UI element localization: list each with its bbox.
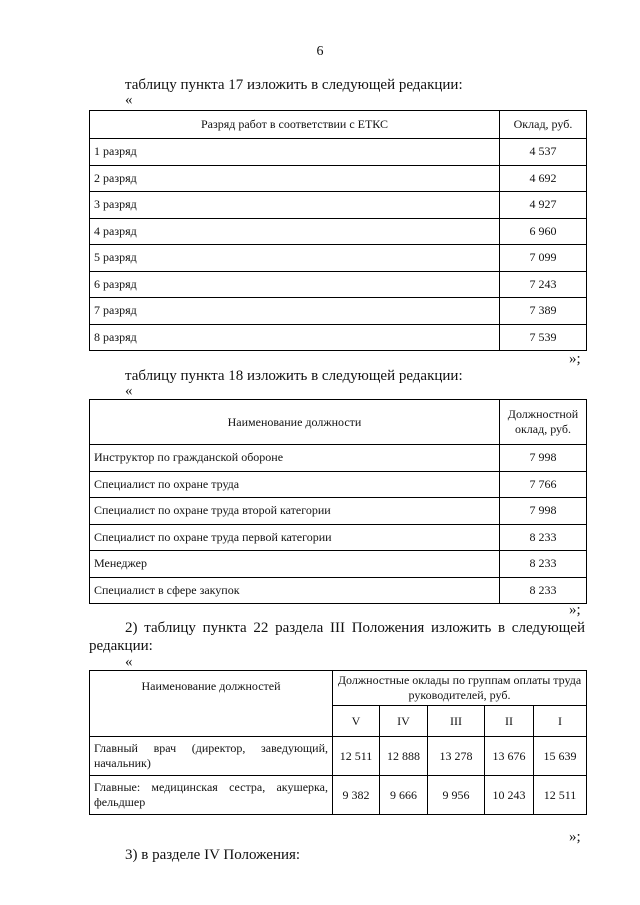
table-row (90, 524, 587, 551)
rank-cell: 5 разряд (90, 245, 500, 272)
paragraph-table22-intro-cont: редакции: (89, 638, 153, 654)
salary-cell: 7 766 (500, 471, 587, 498)
salary-cell: 4 927 (500, 192, 587, 219)
rank-cell: 4 разряд (90, 218, 500, 245)
table-row (90, 218, 587, 245)
table-row (90, 776, 587, 815)
rank-cell: 2 разряд (90, 165, 500, 192)
salary-cell: 12 511 (534, 776, 587, 815)
close-quote: »; (569, 351, 581, 367)
column-header: Оклад, руб. (500, 111, 587, 139)
position-cell: Специалист по охране труда первой категории (90, 524, 500, 551)
table-row (90, 139, 587, 166)
salary-cell: 7 243 (500, 271, 587, 298)
table-row (90, 324, 587, 351)
salary-cell: 4 692 (500, 165, 587, 192)
table-row (90, 165, 587, 192)
table-row (90, 471, 587, 498)
close-quote: »; (569, 829, 581, 845)
table-row (90, 551, 587, 578)
salary-cell: 15 639 (534, 737, 587, 776)
salary-cell: 7 998 (500, 498, 587, 525)
table-header-row (90, 400, 587, 445)
salary-cell: 7 099 (500, 245, 587, 272)
close-quote: »; (569, 602, 581, 618)
salary-cell: 13 278 (428, 737, 485, 776)
paragraph-table17-intro: таблицу пункта 17 изложить в следующей редакции: (125, 77, 463, 93)
position-cell: Инструктор по гражданской обороне (90, 445, 500, 472)
paragraph-table18-intro: таблицу пункта 18 изложить в следующей редакции: (125, 368, 463, 384)
position-cell: Главный врач (директор, заведующий, начальник) (90, 737, 333, 776)
column-header: Разряд работ в соответствии с ЕТКС (90, 111, 500, 139)
table-header-row (90, 671, 587, 706)
salary-cell: 9 666 (380, 776, 428, 815)
position-cell: Специалист по охране труда второй категории (90, 498, 500, 525)
rank-cell: 6 разряд (90, 271, 500, 298)
salary-cell: 10 243 (485, 776, 534, 815)
table-row (90, 298, 587, 325)
table-header-row (90, 111, 587, 139)
table-row (90, 245, 587, 272)
paragraph-section4: 3) в разделе IV Положения: (125, 847, 301, 863)
salary-cell: 9 956 (428, 776, 485, 815)
table-row (90, 271, 587, 298)
salary-cell: 7 998 (500, 445, 587, 472)
rank-cell: 7 разряд (90, 298, 500, 325)
salary-cell: 6 960 (500, 218, 587, 245)
open-quote: « (125, 383, 133, 399)
position-cell: Менеджер (90, 551, 500, 578)
open-quote: « (125, 654, 133, 670)
group-header: II (485, 706, 534, 737)
table-manager-salaries (89, 670, 587, 815)
table-row (90, 192, 587, 219)
salary-cell: 8 233 (500, 524, 587, 551)
table-row (90, 445, 587, 472)
position-cell: Специалист в сфере закупок (90, 577, 500, 604)
salary-cell: 7 539 (500, 324, 587, 351)
column-header: Наименование должности (90, 400, 500, 445)
group-header: III (428, 706, 485, 737)
salary-cell: 8 233 (500, 577, 587, 604)
salary-cell: 13 676 (485, 737, 534, 776)
position-cell: Главные: медицинская сестра, акушерка, фельдшер (90, 776, 333, 815)
table-row (90, 737, 587, 776)
salary-cell: 12 511 (333, 737, 380, 776)
column-header-group: Должностные оклады по группам оплаты труда руководителей, руб. (333, 671, 587, 706)
salary-cell: 8 233 (500, 551, 587, 578)
rank-cell: 8 разряд (90, 324, 500, 351)
salary-cell: 4 537 (500, 139, 587, 166)
column-header: Наименование должностей (90, 671, 333, 737)
table-row (90, 498, 587, 525)
group-header: IV (380, 706, 428, 737)
position-cell: Специалист по охране труда (90, 471, 500, 498)
table-ranks (89, 110, 587, 351)
table-row (90, 577, 587, 604)
page-number: 6 (316, 44, 324, 59)
salary-cell: 9 382 (333, 776, 380, 815)
group-header: I (534, 706, 587, 737)
rank-cell: 3 разряд (90, 192, 500, 219)
table-positions (89, 399, 587, 604)
column-header: Должностной оклад, руб. (500, 400, 587, 445)
open-quote: « (125, 92, 133, 108)
salary-cell: 7 389 (500, 298, 587, 325)
salary-cell: 12 888 (380, 737, 428, 776)
group-header: V (333, 706, 380, 737)
rank-cell: 1 разряд (90, 139, 500, 166)
paragraph-table22-intro: 2) таблицу пункта 22 раздела III Положения изложить в следующей (125, 620, 585, 636)
